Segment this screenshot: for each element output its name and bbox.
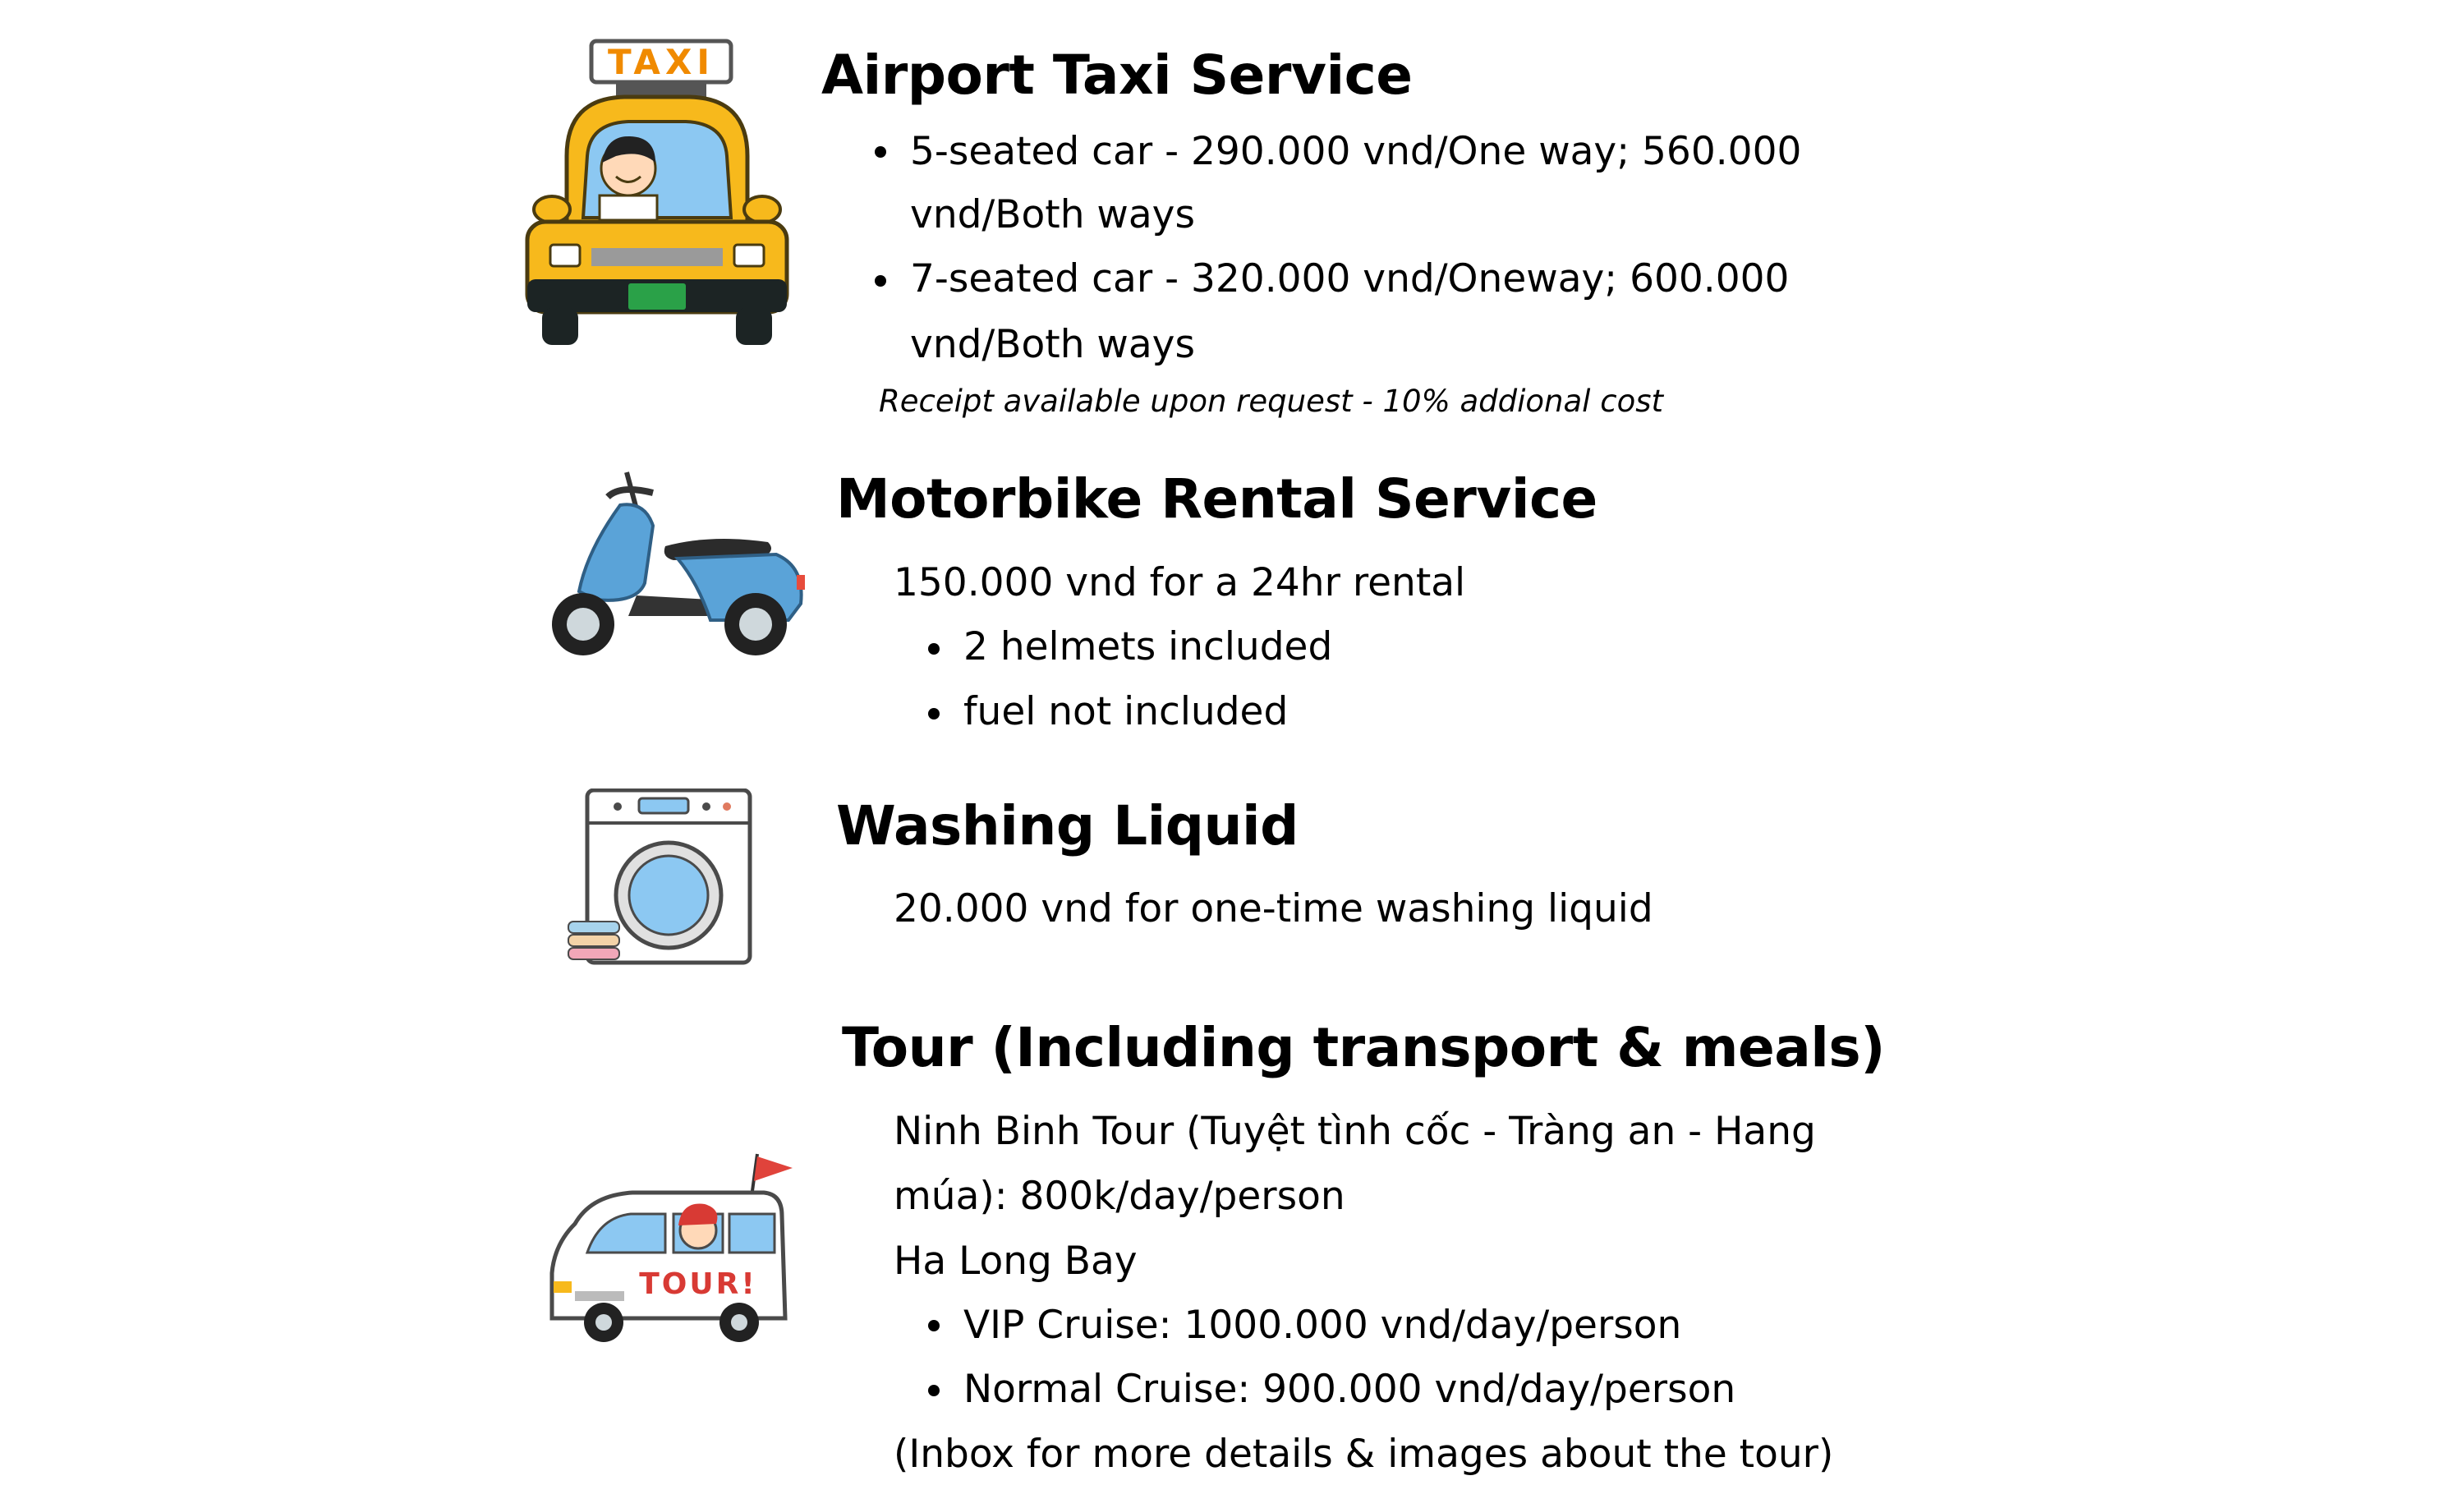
tour-ninh-binh-line-2: múa): 800k/day/person [894, 1174, 1345, 1219]
scooter-icon [522, 460, 817, 665]
tour-item-1: VIP Cruise: 1000.000 vnd/day/person [963, 1303, 1682, 1348]
tour-van-icon [542, 1150, 797, 1347]
tour-item-2-bullet [928, 1385, 940, 1396]
taxi-receipt-note: Receipt available upon request - 10% addional cost [879, 384, 1663, 419]
taxi-item-1-line-1: 5-seated car - 290.000 vnd/One way; 560.000 [910, 129, 1802, 174]
motorbike-item-1-bullet [928, 643, 940, 655]
tour-ha-long: Ha Long Bay [894, 1239, 1138, 1284]
motorbike-price: 150.000 vnd for a 24hr rental [894, 560, 1466, 605]
taxi-item-2-line-1: 7-seated car - 320.000 vnd/Oneway; 600.000 [910, 256, 1790, 301]
taxi-item-2-bullet [875, 275, 886, 287]
tour-item-2: Normal Cruise: 900.000 vnd/day/person [963, 1367, 1736, 1412]
tour-van-text: TOUR! [639, 1267, 757, 1301]
tour-title: Tour (Including transport & meals) [842, 1016, 1885, 1079]
tour-footer-note: (Inbox for more details & images about the tour) [894, 1432, 1834, 1477]
taxi-item-1-bullet [875, 146, 886, 158]
motorbike-item-2-bullet [928, 708, 940, 720]
washing-machine-icon [567, 788, 764, 969]
motorbike-item-2: fuel not included [963, 689, 1289, 734]
taxi-icon [517, 33, 797, 353]
tour-ninh-binh-line-1: Ninh Binh Tour (Tuyệt tình cốc - Tràng an - Hang [894, 1109, 1816, 1154]
motorbike-item-1: 2 helmets included [963, 624, 1333, 669]
washing-title: Washing Liquid [836, 794, 1299, 857]
tour-item-1-bullet [928, 1320, 940, 1331]
washing-price: 20.000 vnd for one-time washing liquid [894, 886, 1653, 931]
taxi-sign-text: TAXI [608, 42, 715, 82]
taxi-item-2-line-2: vnd/Both ways [910, 322, 1195, 367]
taxi-item-1-line-2: vnd/Both ways [910, 192, 1195, 237]
motorbike-title: Motorbike Rental Service [836, 467, 1597, 531]
taxi-title: Airport Taxi Service [821, 44, 1413, 107]
